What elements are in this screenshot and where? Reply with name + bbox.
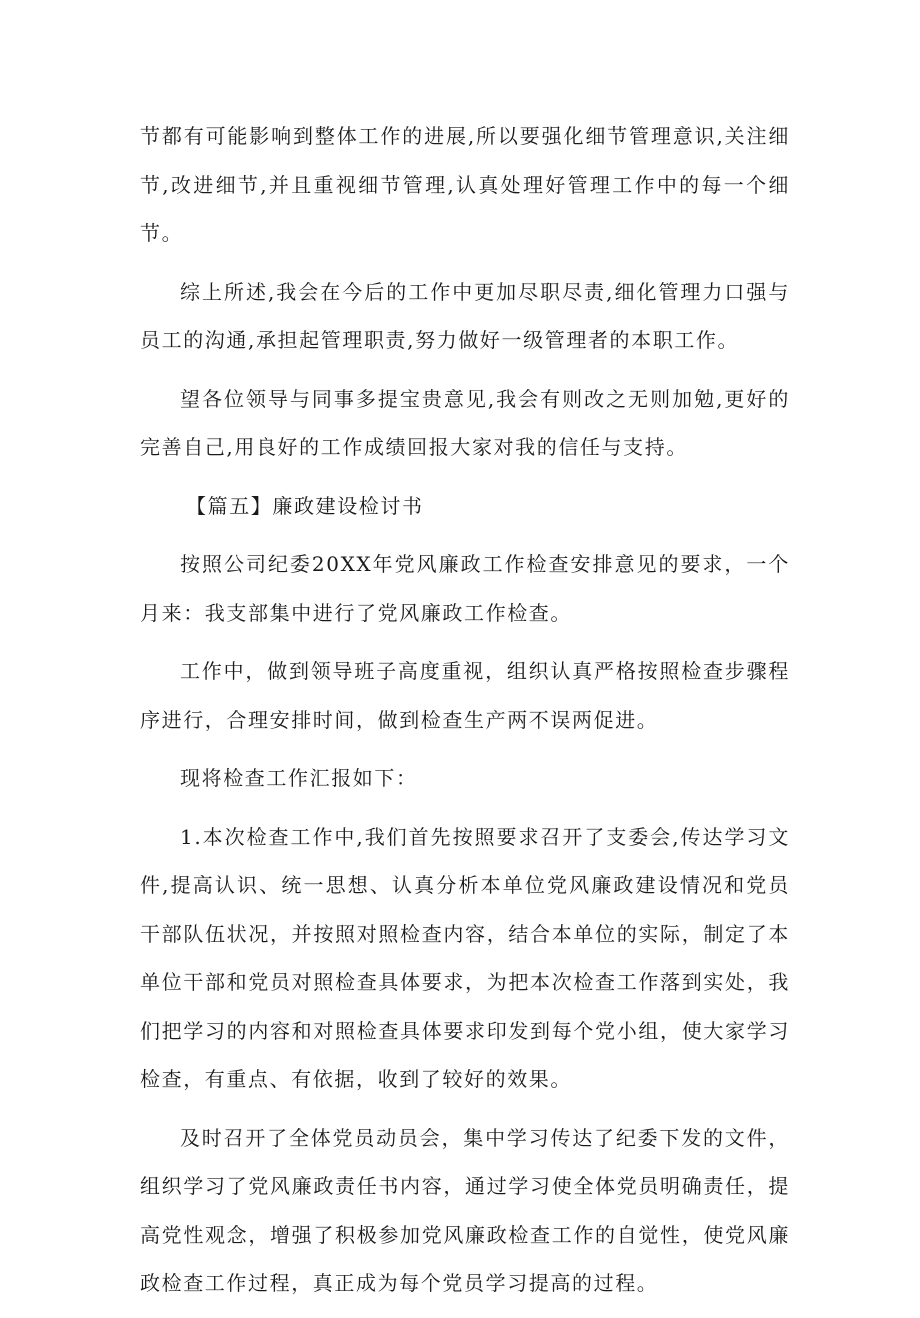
document-body — [140, 112, 790, 1318]
paragraph-mobilization: 及时召开了全体党员动员会，集中学习传达了纪委下发的文件，组织学习了党风廉政责任书内容，通过学习使全体党员明确责任，提高党性观念，增强了积极参加党风廉政检查工作的自觉性，使党风廉政检查工作过程，真正成为每个党员学习提高的过程。 — [140, 1125, 790, 1295]
paragraph-work: 工作中，做到领导班子高度重视，组织认真严格按照检查步骤程序进行，合理安排时间，做到检查生产两不误两促进。 — [140, 659, 790, 732]
paragraph-item-1: 1.本次检查工作中,我们首先按照要求召开了支委会,传达学习文件,提高认识、统一思想、认真分析本单位党风廉政建设情况和党员干部队伍状况，并按照对照检查内容，结合本单位的实际，制定了本单位干部和党员对照检查具体要求，为把本次检查工作落到实处，我们把学习的内容和对照检查具体要求印发到每个党小组，使大家学习检查，有重点、有依据，收到了较好的效果。 — [140, 824, 790, 1091]
paragraph-report-lead: 现将检查工作汇报如下： — [180, 766, 418, 790]
paragraph-closing: 望各位领导与同事多提宝贵意见,我会有则改之无则加勉,更好的完善自己,用良好的工作成绩回报大家对我的信任与支持。 — [140, 386, 790, 459]
paragraph-intro: 按照公司纪委20XX年党风廉政工作检查安排意见的要求，一个月来：我支部集中进行了党风廉政工作检查。 — [140, 552, 790, 625]
paragraph-continuation: 节都有可能影响到整体工作的进展,所以要强化细节管理意识,关注细节,改进细节,并且重视细节管理,认真处理好管理工作中的每一个细节。 — [140, 124, 790, 245]
section-heading: 【篇五】廉政建设检讨书 — [186, 493, 424, 518]
paragraph-summary: 综上所述,我会在今后的工作中更加尽职尽责,细化管理力口强与员工的沟通,承担起管理职责,努力做好一级管理者的本职工作。 — [140, 279, 790, 352]
